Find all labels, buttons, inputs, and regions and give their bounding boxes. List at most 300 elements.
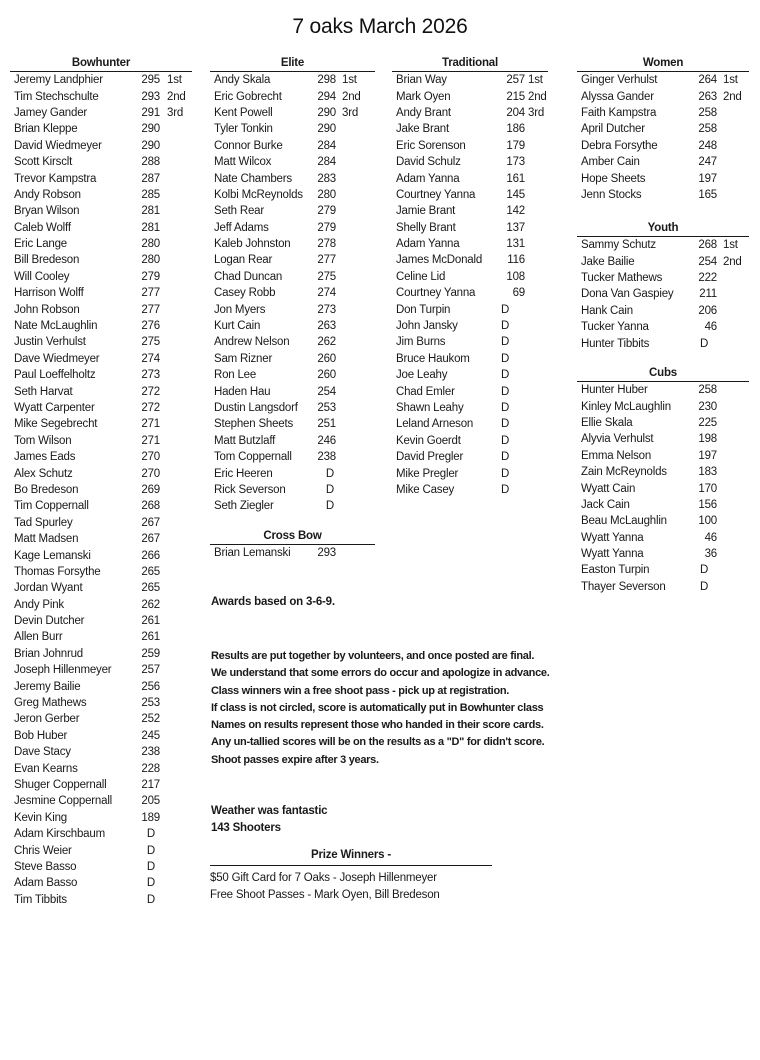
shooter-score: 131 (506, 238, 525, 251)
shooter-score: 253 (317, 402, 336, 414)
shooter-place: 1st (723, 74, 738, 87)
prize-winners-header: Prize Winners - (210, 849, 492, 866)
table-row (10, 203, 192, 219)
shooter-name: Mike Segebrecht (14, 418, 98, 431)
table-row (210, 220, 375, 236)
youth-header: Youth (577, 222, 749, 237)
table-row (210, 482, 375, 498)
table-row (10, 170, 192, 186)
shooter-score: 173 (506, 156, 525, 169)
shooter-score: 137 (506, 221, 525, 234)
table-row (210, 383, 375, 399)
shooter-name: Hunter Huber (581, 384, 648, 397)
shooter-name: Zain McReynolds (581, 466, 667, 479)
shooter-place: 1st (528, 74, 543, 87)
shooter-name: Evan Kearns (14, 762, 78, 775)
shooter-score: D (146, 828, 155, 841)
table-row (210, 318, 375, 334)
shooter-score: 261 (141, 631, 160, 644)
shooter-name: Chad Duncan (214, 270, 283, 283)
shooter-name: Will Cooley (14, 270, 70, 283)
table-row (10, 842, 192, 858)
weather-note: Weather was fantastic (211, 805, 328, 817)
shooter-score: 46 (704, 531, 717, 544)
shooter-name: James McDonald (396, 254, 483, 267)
table-row (392, 72, 548, 88)
shooter-score: 222 (698, 271, 717, 284)
shooter-name: Don Turpin (396, 303, 451, 316)
table-row (10, 269, 192, 285)
shooter-name: Tad Spurley (14, 516, 73, 529)
shooter-name: Dona Van Gaspiey (581, 288, 674, 301)
shooter-name: Dave Wiedmeyer (14, 352, 100, 365)
shooter-name: Kent Powell (214, 106, 273, 119)
shooter-name: David Pregler (396, 451, 464, 464)
shooter-place: 1st (342, 74, 357, 87)
table-row (577, 270, 749, 286)
shooter-score: 254 (317, 385, 336, 398)
notes-block (211, 648, 549, 769)
shooter-score: 269 (141, 483, 160, 496)
shooter-score: 230 (698, 400, 717, 413)
shooter-score: 179 (506, 139, 525, 152)
shooter-name: Tom Wilson (14, 434, 72, 447)
shooter-score: 268 (698, 239, 717, 252)
shooter-score: 69 (512, 287, 525, 300)
shooter-score: 252 (141, 713, 160, 726)
shooter-name: Joe Leahy (396, 369, 448, 382)
shooter-name: Connor Burke (214, 139, 283, 152)
shooter-score: 262 (141, 598, 160, 611)
shooter-name: Kolbi McReynolds (214, 188, 303, 201)
table-row (10, 121, 192, 137)
table-row (10, 777, 192, 793)
table-row (392, 449, 548, 465)
shooter-score: 291 (141, 106, 160, 119)
table-row (577, 335, 749, 351)
shooter-name: Easton Turpin (581, 564, 650, 577)
shooter-name: Jordan Wyant (14, 582, 83, 595)
table-row (577, 319, 749, 335)
shooter-score: 274 (141, 352, 160, 365)
table-row (10, 187, 192, 203)
shooter-score: 272 (141, 402, 160, 414)
shooter-name: Jake Bailie (581, 255, 635, 268)
shooter-name: Paul Loeffelholtz (14, 369, 96, 382)
table-row (10, 744, 192, 760)
shooter-name: Bruce Haukom (396, 352, 470, 365)
shooter-score: D (501, 418, 510, 431)
shooter-score: D (146, 844, 155, 857)
shooter-place: 2nd (528, 90, 547, 103)
table-row (577, 154, 749, 170)
table-row (10, 531, 192, 547)
table-row (10, 564, 192, 580)
shooter-name: Celine Lid (396, 270, 446, 283)
table-row (210, 334, 375, 350)
shooter-score: 275 (317, 270, 336, 283)
shooter-name: Jesmine Coppernall (14, 795, 113, 808)
shooter-score: 290 (317, 106, 336, 119)
shooter-name: Kaleb Johnston (214, 238, 291, 251)
shooter-name: Andy Pink (14, 598, 64, 611)
table-row (392, 301, 548, 317)
table-row (577, 513, 749, 529)
table-row (10, 646, 192, 662)
shooter-score: D (501, 451, 510, 464)
note-line: Shoot passes expire after 3 years. (211, 753, 379, 766)
table-row (392, 187, 548, 203)
table-row (577, 121, 749, 137)
table-row (210, 154, 375, 170)
table-row (10, 449, 192, 465)
shooter-name: Brian Johnrud (14, 647, 83, 660)
shooter-name: Tyler Tonkin (214, 123, 273, 136)
table-row (577, 546, 749, 562)
shooter-name: Hope Sheets (581, 172, 646, 185)
table-row (10, 498, 192, 514)
table-row (577, 253, 749, 269)
elite-header: Elite (210, 57, 375, 72)
shooter-name: Greg Mathews (14, 697, 87, 710)
table-row (10, 220, 192, 236)
shooter-name: Shuger Coppernall (14, 778, 107, 791)
shooter-score: D (501, 320, 510, 333)
shooter-name: Brian Lemanski (214, 547, 291, 560)
shooter-score: D (699, 580, 709, 593)
shooter-name: Tucker Yanna (581, 321, 649, 334)
shooter-name: Jim Burns (396, 336, 446, 349)
crossbow-header: Cross Bow (210, 530, 375, 545)
table-row (210, 301, 375, 317)
shooter-score: 197 (698, 449, 717, 462)
table-row (10, 154, 192, 170)
shooter-name: Mark Oyen (396, 90, 451, 103)
shooter-score: 46 (704, 321, 717, 334)
shooter-score: 270 (141, 467, 160, 480)
shooter-score: 279 (317, 221, 336, 234)
shooter-name: Adam Yanna (396, 172, 460, 185)
table-row (577, 72, 749, 88)
cubs-header: Cubs (577, 367, 749, 382)
shooter-score: 294 (317, 90, 336, 103)
table-row (392, 203, 548, 219)
shooter-score: 279 (141, 270, 160, 283)
shooter-score: 189 (141, 811, 160, 824)
table-row (210, 72, 375, 88)
table-row (10, 760, 192, 776)
women-section (577, 57, 749, 203)
shooter-name: Tom Coppernall (214, 451, 292, 464)
shooter-score: 248 (698, 139, 717, 152)
shooter-name: Mike Casey (396, 483, 455, 496)
table-row (210, 367, 375, 383)
shooter-score: 256 (141, 680, 160, 693)
shooter-name: Joseph Hillenmeyer (14, 664, 112, 677)
table-row (10, 400, 192, 416)
table-row (10, 711, 192, 727)
shooter-score: 260 (317, 369, 336, 382)
shooter-score: 273 (317, 303, 336, 316)
shooter-score: 246 (317, 434, 336, 447)
shooter-score: 266 (141, 549, 160, 562)
shooter-score: 211 (699, 288, 717, 301)
table-row (210, 433, 375, 449)
shooter-score: 260 (317, 352, 336, 365)
table-row (577, 448, 749, 464)
shooter-name: Scott Kirsclt (14, 156, 73, 169)
table-row (392, 318, 548, 334)
shooter-score: 259 (141, 647, 160, 660)
shooter-place: 2nd (342, 90, 361, 103)
shooter-name: Jeremy Landphier (14, 74, 103, 87)
shooter-name: Justin Verhulst (14, 336, 86, 349)
table-row (10, 629, 192, 645)
shooter-score: D (501, 402, 510, 414)
shooter-score: 183 (698, 466, 717, 479)
table-row (10, 547, 192, 563)
table-row (210, 236, 375, 252)
table-row (392, 334, 548, 350)
table-row (10, 351, 192, 367)
table-row (392, 121, 548, 137)
shooter-name: Kevin King (14, 811, 67, 824)
table-row (10, 367, 192, 383)
shooter-name: Caleb Wolff (14, 221, 71, 234)
shooter-score: 251 (317, 418, 336, 431)
shooter-score: D (501, 385, 510, 398)
table-row (577, 431, 749, 447)
note-line: Class winners win a free shoot pass - pick up at registration. (211, 684, 510, 697)
table-row (392, 482, 548, 498)
shooter-name: Adam Kirschbaum (14, 828, 105, 841)
shooter-name: Eric Sorenson (396, 139, 466, 152)
shooter-score: D (325, 467, 334, 480)
table-row (10, 285, 192, 301)
shooter-name: Courtney Yanna (396, 287, 476, 300)
table-row (392, 465, 548, 481)
table-row (10, 88, 192, 104)
shooter-score: 254 (698, 255, 717, 268)
shooter-score: 265 (141, 582, 160, 595)
table-row (577, 382, 749, 398)
table-row (392, 138, 548, 154)
note-line: Any un-tallied scores will be on the results as a "D" for didn't score. (211, 736, 545, 749)
elite-section (210, 57, 375, 515)
shooters-count: 143 Shooters (211, 822, 281, 835)
shooter-name: Logan Rear (214, 254, 273, 267)
table-row (577, 579, 749, 595)
table-row (577, 187, 749, 203)
shooter-score: 281 (141, 205, 160, 218)
shooter-score: 273 (141, 369, 160, 382)
shooter-score: 206 (698, 304, 717, 317)
table-row (10, 515, 192, 531)
shooter-score: D (501, 336, 510, 349)
shooter-score: 108 (506, 270, 525, 283)
shooter-name: Matt Madsen (14, 533, 79, 546)
table-row (10, 810, 192, 826)
shooter-score: 142 (506, 205, 525, 218)
shooter-score: 258 (698, 384, 717, 397)
shooter-name: Wyatt Carpenter (14, 402, 95, 414)
table-row (210, 170, 375, 186)
shooter-score: 215 (506, 90, 525, 103)
shooter-name: Seth Rear (214, 205, 264, 218)
shooter-name: Sam Rizner (214, 352, 273, 365)
traditional-header: Traditional (392, 57, 548, 72)
shooter-score: 290 (141, 123, 160, 136)
prize-winners-section (210, 849, 492, 904)
shooter-name: Amber Cain (581, 156, 640, 169)
shooter-score: D (501, 369, 510, 382)
shooter-name: Stephen Sheets (214, 418, 294, 431)
shooter-score: 293 (141, 90, 160, 103)
table-row (10, 301, 192, 317)
shooter-name: Bob Huber (14, 729, 68, 742)
table-row (392, 105, 548, 121)
table-row (392, 383, 548, 399)
shooter-name: Dave Stacy (14, 746, 71, 759)
table-row (577, 303, 749, 319)
shooter-score: 290 (141, 139, 160, 152)
table-row (210, 449, 375, 465)
table-row (10, 728, 192, 744)
table-row (210, 465, 375, 481)
table-row (577, 562, 749, 578)
shooter-name: Allen Burr (14, 631, 63, 644)
table-row (577, 497, 749, 513)
shooter-score: 161 (506, 172, 525, 185)
shooter-name: Andy Brant (396, 106, 451, 119)
shooter-name: James Eads (14, 451, 76, 464)
shooter-place: 2nd (723, 90, 742, 103)
table-row (10, 433, 192, 449)
table-row (392, 416, 548, 432)
note-line: Names on results represent those who handed in their score cards. (211, 719, 544, 732)
table-row (392, 236, 548, 252)
shooter-name: Tim Tibbits (14, 893, 67, 906)
shooter-name: Matt Wilcox (214, 156, 272, 169)
shooter-name: April Dutcher (581, 123, 645, 136)
shooter-score: 204 (506, 106, 525, 119)
awards-note: Awards based on 3-6-9. (211, 596, 335, 608)
shooter-name: Beau McLaughlin (581, 515, 667, 528)
table-row (210, 416, 375, 432)
shooter-score: 276 (141, 320, 160, 333)
table-row (210, 187, 375, 203)
table-row (392, 367, 548, 383)
shooter-score: 274 (317, 287, 336, 300)
shooter-score: 165 (698, 188, 717, 201)
shooter-name: Jamey Gander (14, 106, 88, 119)
table-row (10, 72, 192, 88)
shooter-score: 257 (506, 74, 525, 87)
table-row (10, 465, 192, 481)
table-row (577, 237, 749, 253)
shooter-name: Alyssa Gander (581, 90, 654, 103)
note-line: Results are put together by volunteers, and once posted are final. (211, 650, 535, 662)
weather-block (211, 803, 327, 838)
shooter-score: 170 (698, 482, 717, 495)
shooter-score: 217 (141, 778, 160, 791)
shooter-score: 298 (317, 74, 336, 87)
table-row (10, 826, 192, 842)
shooter-name: Eric Gobrecht (214, 90, 282, 103)
shooter-name: Jon Myers (214, 303, 266, 316)
table-row (10, 859, 192, 875)
shooter-name: Rick Severson (214, 483, 286, 496)
shooter-name: Debra Forsythe (581, 139, 658, 152)
shooter-name: Emma Nelson (581, 449, 652, 462)
shooter-place: 2nd (167, 90, 186, 103)
shooter-score: 280 (141, 254, 160, 267)
table-row (10, 875, 192, 891)
shooter-score: D (501, 434, 510, 447)
prize-line: Free Shoot Passes - Mark Oyen, Bill Bredeson (210, 889, 440, 902)
shooter-name: Tim Coppernall (14, 500, 89, 513)
shooter-score: 265 (141, 565, 160, 578)
shooter-place: 2nd (723, 255, 742, 268)
table-row (210, 351, 375, 367)
shooter-score: D (146, 860, 155, 873)
table-row (210, 203, 375, 219)
table-row (392, 433, 548, 449)
page-title: 7 oaks March 2026 (292, 15, 468, 38)
table-row (210, 269, 375, 285)
shooter-score: 293 (317, 547, 336, 560)
table-row (10, 695, 192, 711)
shooter-score: 277 (141, 303, 160, 316)
shooter-score: 205 (141, 795, 160, 808)
shooter-name: Tucker Mathews (581, 271, 663, 284)
shooter-name: Bill Bredeson (14, 254, 80, 267)
shooter-name: Bryan Wilson (14, 205, 80, 218)
shooter-score: 198 (698, 433, 717, 446)
shooter-score: 267 (141, 533, 160, 546)
table-row (577, 480, 749, 496)
shooter-name: Wyatt Yanna (581, 548, 644, 561)
shooter-name: John Jansky (396, 320, 458, 333)
shooter-name: Shawn Leahy (396, 402, 464, 414)
table-row (392, 88, 548, 104)
shooter-score: 225 (698, 416, 717, 429)
shooter-name: Courtney Yanna (396, 188, 476, 201)
shooter-score: 238 (141, 746, 160, 759)
shooter-name: Casey Robb (214, 287, 276, 300)
table-row (392, 400, 548, 416)
shooter-name: Matt Butzlaff (214, 434, 276, 447)
shooter-name: Devin Dutcher (14, 615, 85, 628)
shooter-name: Wyatt Yanna (581, 531, 644, 544)
shooter-score: 285 (141, 188, 160, 201)
table-row (10, 236, 192, 252)
shooter-name: Nate Chambers (214, 172, 292, 185)
shooter-score: 262 (317, 336, 336, 349)
traditional-section (392, 57, 548, 498)
shooter-name: Jeron Gerber (14, 713, 80, 726)
shooter-score: 228 (141, 762, 160, 775)
table-row (392, 220, 548, 236)
women-header: Women (577, 57, 749, 72)
shooter-place: 1st (167, 74, 182, 87)
cubs-section (577, 367, 749, 595)
shooter-score: 290 (317, 123, 336, 136)
table-row (577, 398, 749, 414)
shooter-name: Kurt Cain (214, 320, 261, 333)
table-row (10, 678, 192, 694)
shooter-name: Adam Yanna (396, 238, 460, 251)
